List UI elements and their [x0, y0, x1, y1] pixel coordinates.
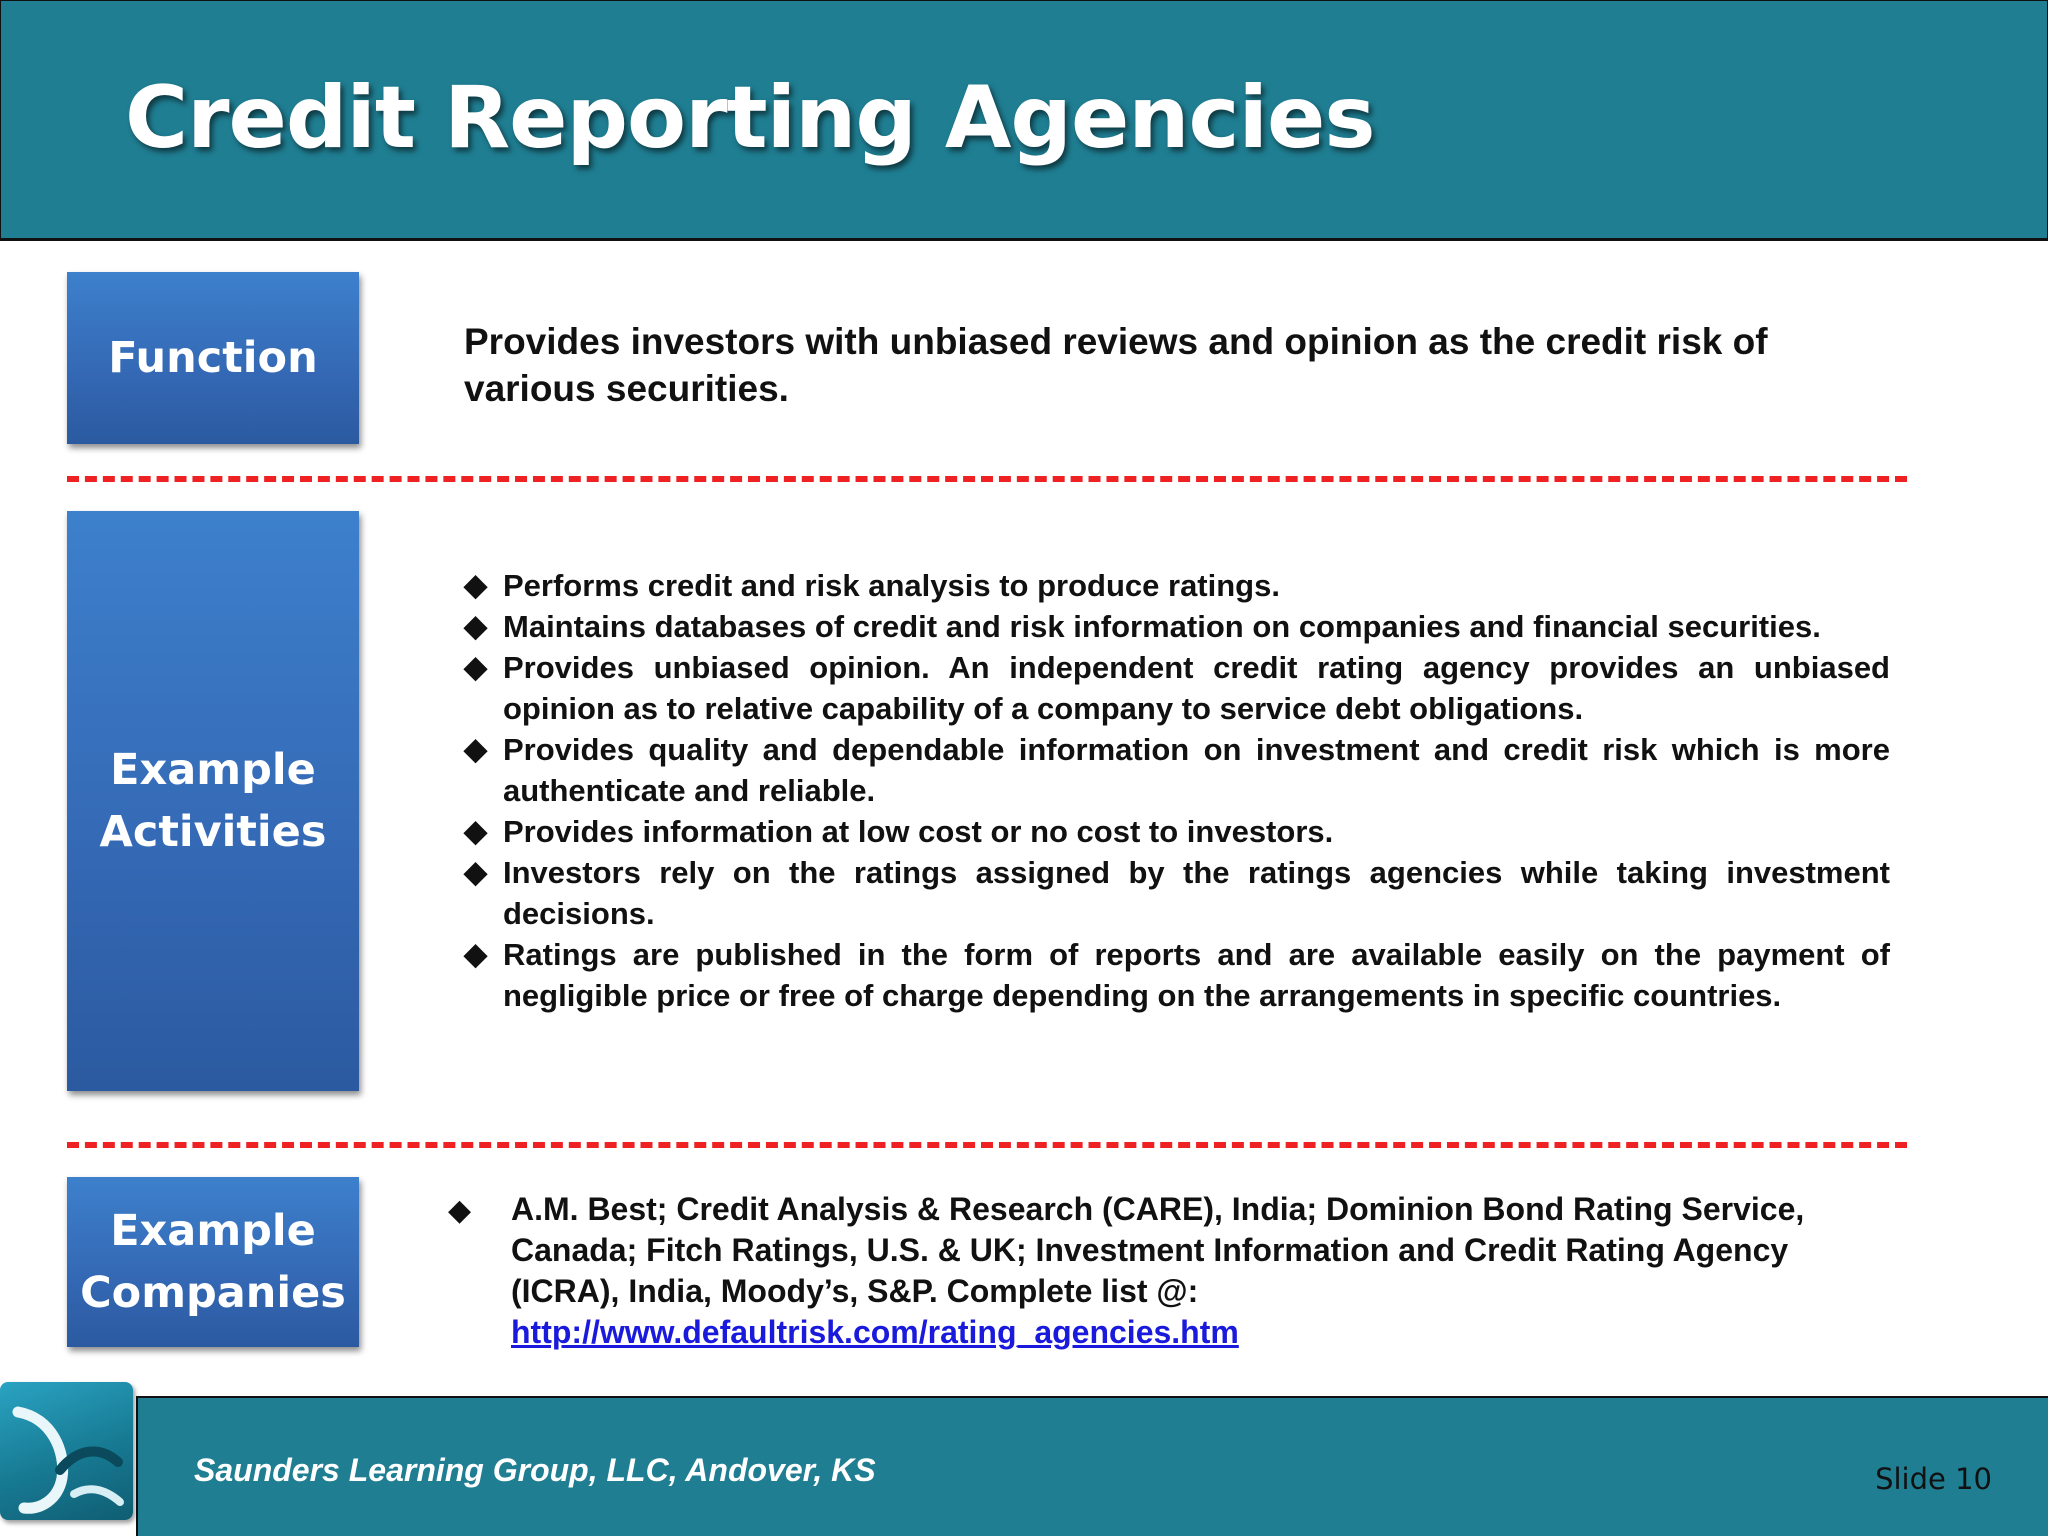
slide-header — [0, 0, 2048, 241]
diamond-bullet-icon: ◆ — [464, 610, 488, 643]
activity-item: ◆ Provides information at low cost or no cost to investors. — [464, 811, 1890, 852]
activity-item: ◆ Investors rely on the ratings assigned by the ratings agencies while taking investment decisions. — [464, 852, 1890, 934]
slide-title: Credit Reporting Agencies — [125, 68, 1375, 168]
diamond-bullet-icon: ◆ — [448, 1193, 472, 1228]
companies-label-line2: Companies — [80, 1268, 346, 1318]
activity-item: ◆ Maintains databases of credit and risk information on companies and financial securities. — [464, 606, 1890, 647]
section-divider — [67, 1142, 1907, 1148]
section-divider — [67, 476, 1907, 482]
footer-organization: Saunders Learning Group, LLC, Andover, KS — [194, 1452, 876, 1488]
activities-label-line2: Activities — [99, 807, 327, 857]
function-label-box — [67, 272, 359, 444]
diamond-bullet-icon: ◆ — [464, 938, 488, 971]
company-logo-icon — [0, 1382, 133, 1520]
diamond-bullet-icon: ◆ — [464, 651, 488, 684]
rating-agencies-link[interactable]: http://www.defaultrisk.com/rating_agencies.htm — [511, 1314, 1239, 1350]
activity-item: ◆ Provides quality and dependable information on investment and credit risk which is more authenticate and reliable. — [464, 729, 1890, 811]
activities-label-box — [67, 511, 359, 1091]
diamond-bullet-icon: ◆ — [464, 815, 488, 848]
companies-description — [511, 1189, 1811, 1353]
activity-item: ◆ Provides unbiased opinion. An independent credit rating agency provides an unbiased opinion as to relative capability of a company to service debt obligations. — [464, 647, 1890, 729]
companies-label-box — [67, 1177, 359, 1347]
companies-label-line1: Example — [110, 1206, 316, 1256]
activity-item: ◆ Ratings are published in the form of reports and are available easily on the payment of negligible price or free of charge depending on the arrangements in specific countries. — [464, 934, 1890, 1016]
activity-item: ◆ Performs credit and risk analysis to produce ratings. — [464, 565, 1890, 606]
diamond-bullet-icon: ◆ — [464, 569, 488, 602]
slide-number: Slide 10 — [1875, 1462, 1992, 1496]
diamond-bullet-icon: ◆ — [464, 733, 488, 766]
function-description: Provides investors with unbiased reviews and opinion as the credit risk of various securities. — [464, 321, 1768, 409]
function-label: Function — [108, 333, 318, 383]
companies-list-text: A.M. Best; Credit Analysis & Research (CARE), India; Dominion Bond Rating Service, Canada; Fitch Ratings, U.S. & UK; Investment Information and Credit Rating Agency (ICRA), India, Moody’s, S&P. Complete list @: — [511, 1191, 1805, 1309]
activities-label-line1: Example — [110, 745, 316, 795]
activities-list — [464, 565, 1890, 1016]
diamond-bullet-icon: ◆ — [464, 856, 488, 889]
slide-footer — [136, 1396, 2048, 1536]
